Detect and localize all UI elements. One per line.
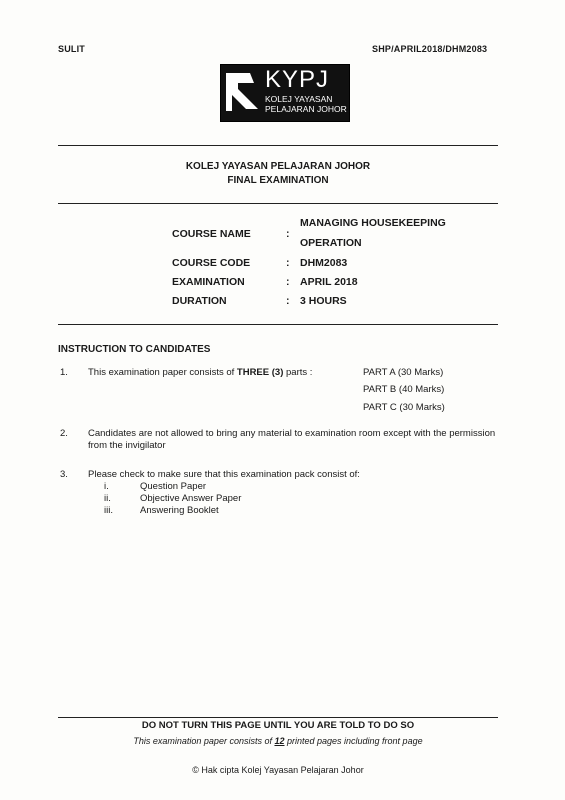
header-code: SHP/APRIL2018/DHM2083 xyxy=(372,44,488,54)
item1-text xyxy=(88,367,312,378)
course-code-value: DHM2083 xyxy=(300,257,348,269)
item3-text: Please check to make sure that this examination pack consist of: xyxy=(88,469,360,480)
kypj-logo xyxy=(220,64,350,122)
course-code-label: COURSE CODE xyxy=(172,257,251,269)
item1-number: 1. xyxy=(60,367,68,378)
copyright: © Hak cipta Kolej Yayasan Pelajaran Johor xyxy=(192,765,364,775)
logo-line2: PELAJARAN JOHOR xyxy=(265,104,347,114)
rule-details-bottom xyxy=(58,324,498,325)
course-name-line1: MANAGING HOUSEKEEPING xyxy=(300,217,446,229)
part-b: PART B (40 Marks) xyxy=(363,384,445,395)
duration-value: 3 HOURS xyxy=(300,295,347,307)
colon: : xyxy=(286,295,290,307)
rule-title-bottom xyxy=(58,203,498,204)
footer-warning: DO NOT TURN THIS PAGE UNTIL YOU ARE TOLD TO DO SO xyxy=(141,720,415,731)
examination-label: EXAMINATION xyxy=(172,276,245,288)
course-name-label: COURSE NAME xyxy=(172,228,251,240)
duration-label: DURATION xyxy=(172,295,227,307)
sub-iii-text: Answering Booklet xyxy=(140,505,219,516)
sub-iii-number: iii. xyxy=(104,505,113,516)
course-name-line2: OPERATION xyxy=(300,237,362,249)
logo-kypj-text: KYPJ xyxy=(265,66,330,93)
examination-value: APRIL 2018 xyxy=(300,276,358,288)
sub-ii-number: ii. xyxy=(104,493,111,504)
part-c: PART C (30 Marks) xyxy=(363,402,445,413)
item1-pre: This examination paper consists of xyxy=(88,367,237,378)
footer-pages-post: printed pages including front page xyxy=(284,736,423,746)
footer-pages xyxy=(58,736,498,746)
rule-footer xyxy=(58,717,498,718)
header-sulit: SULIT xyxy=(58,44,85,54)
item2-number: 2. xyxy=(60,428,68,439)
rule-top xyxy=(58,145,498,146)
sub-ii-text: Objective Answer Paper xyxy=(140,493,242,504)
sub-i-number: i. xyxy=(104,481,109,492)
logo-line1: KOLEJ YAYASAN xyxy=(265,94,333,104)
item2-line1: Candidates are not allowed to bring any material to examination room except with the permission xyxy=(88,428,496,439)
item3-number: 3. xyxy=(60,469,68,480)
kypj-emblem-icon xyxy=(224,69,262,115)
colon: : xyxy=(286,276,290,288)
footer-pages-pre: This examination paper consists of xyxy=(133,736,275,746)
exam-title: FINAL EXAMINATION xyxy=(227,175,329,186)
colon: : xyxy=(286,257,290,269)
item1-bold: THREE (3) xyxy=(236,367,284,378)
sub-i-text: Question Paper xyxy=(140,481,207,492)
item2-line2: from the invigilator xyxy=(88,440,166,451)
footer-pages-count: 12 xyxy=(274,736,285,746)
colon: : xyxy=(286,228,290,240)
instructions-heading: INSTRUCTION TO CANDIDATES xyxy=(58,344,211,355)
college-name: KOLEJ YAYASAN PELAJARAN JOHOR xyxy=(185,161,371,172)
item1-post: parts : xyxy=(283,367,313,378)
part-a: PART A (30 Marks) xyxy=(363,367,444,378)
